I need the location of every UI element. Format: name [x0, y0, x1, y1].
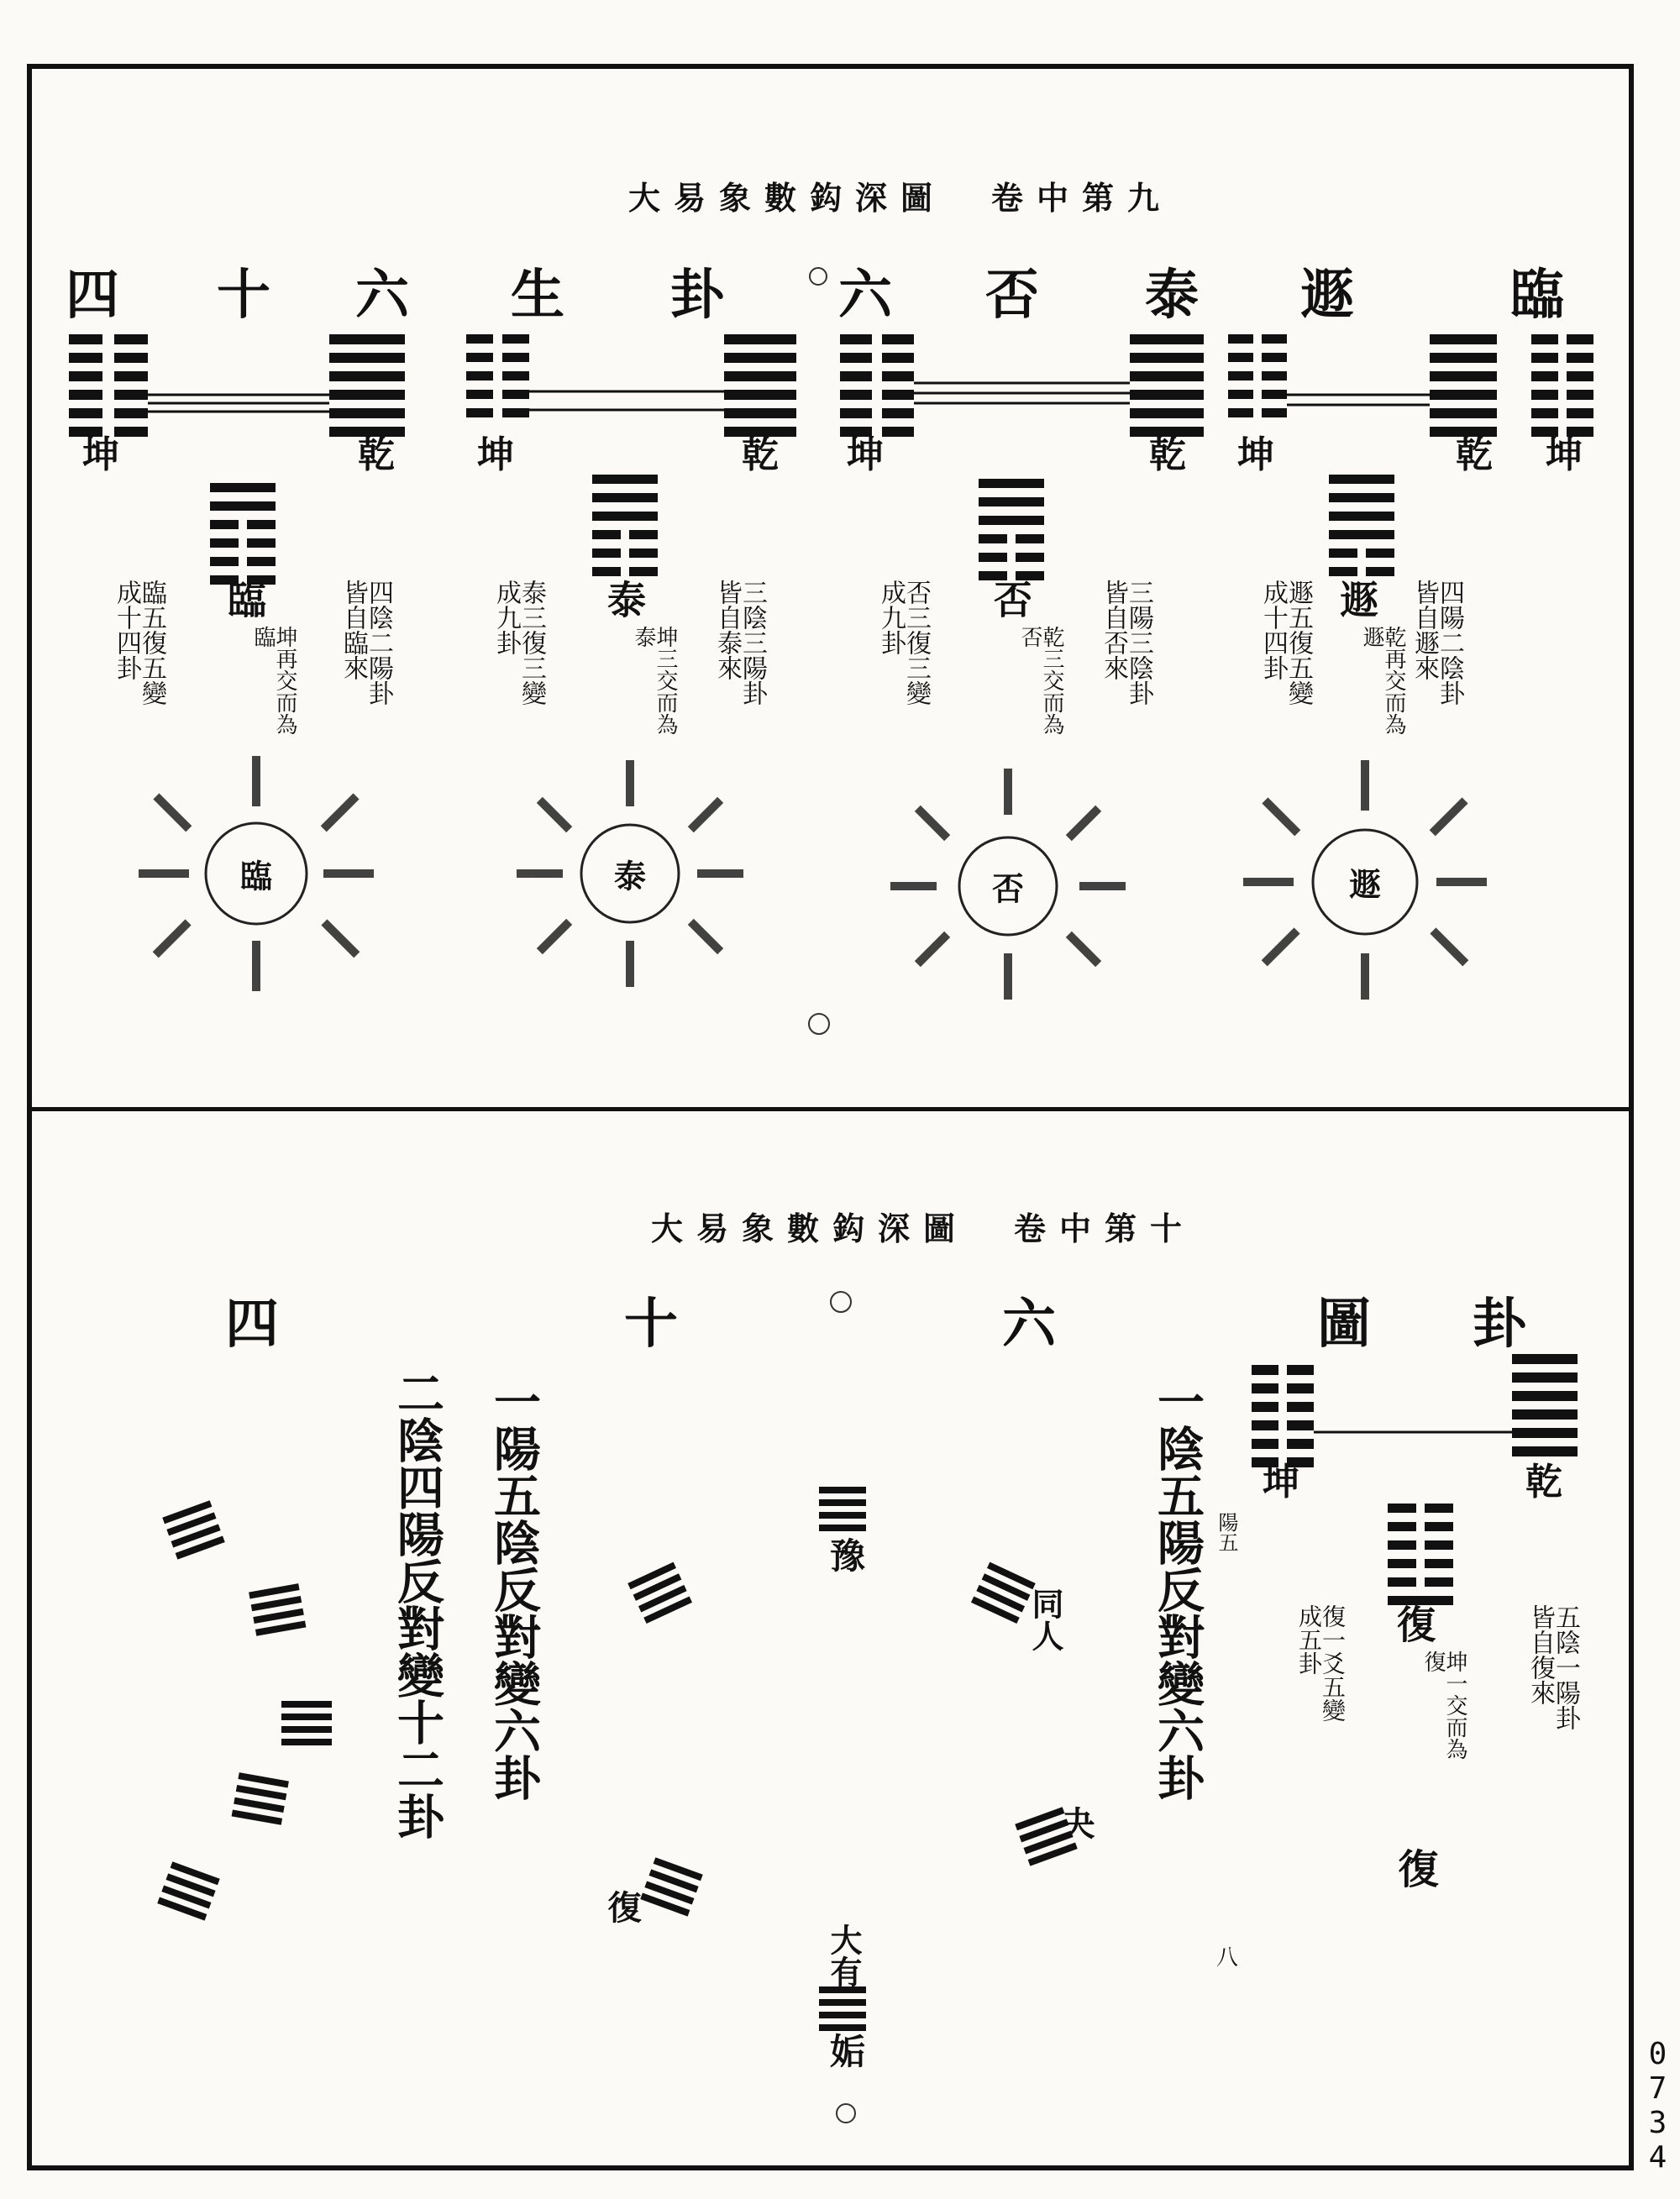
small-note: 陽五 [1215, 1512, 1238, 1552]
note-lin-c: 臨五復五變成十四卦 [112, 580, 166, 706]
kun-label: 坤 [1546, 433, 1583, 476]
note-dun-c: 遯五復五變成十四卦 [1258, 580, 1313, 706]
note-fu-c: 復一爻五變成五卦 [1295, 1604, 1347, 1722]
top-header: 大易象數鈎深圖 卷中第九 [628, 179, 1173, 217]
small-mark: 八 [1216, 1945, 1239, 1971]
note-lin-a: 四陰二陽卦皆自臨來 [339, 580, 393, 706]
bottom-title-char: 六 [1002, 1293, 1056, 1356]
note-tai-b: 坤三交而為泰 [631, 626, 678, 735]
hexagram-name-tai: 泰 [601, 580, 647, 618]
note-dun-a: 四陽二陰卦皆自遯來 [1410, 580, 1464, 706]
wheel-center-tai: 泰 [613, 857, 647, 895]
top-title-char: 生 [511, 264, 564, 327]
wheel-label-fu: 復 [602, 1890, 642, 1923]
hexagram-name-dun: 遯 [1334, 580, 1379, 618]
kun-label: 坤 [1237, 433, 1274, 476]
top-title-char: 否 [985, 264, 1039, 327]
note-pi-c: 否三復三變成九卦 [876, 580, 931, 706]
qian-label: 乾 [1149, 433, 1186, 476]
hexagram-name-pi: 否 [988, 580, 1033, 618]
wheel-center-lin: 臨 [239, 857, 273, 895]
kun-label: 坤 [1263, 1461, 1299, 1504]
bottom-header: 大易象數鈎深圖 卷中第十 [651, 1210, 1196, 1247]
top-title-char: 卦 [670, 264, 724, 327]
top-title-char: 十 [217, 264, 270, 327]
top-title-char: 六 [355, 264, 409, 327]
circle-mark [830, 1291, 852, 1313]
qian-label: 乾 [1525, 1461, 1562, 1504]
note-tai-a: 三陰三陽卦皆自泰來 [712, 580, 767, 706]
bottom-title-char: 卦 [1473, 1293, 1526, 1356]
wheel-label-yu: 豫 [825, 1537, 866, 1572]
bottom-title-char: 十 [624, 1293, 678, 1356]
note-dun-b: 乾再交而為遯 [1359, 626, 1406, 735]
top-title-char: 四 [66, 264, 119, 327]
wheel-center-fu: 復 [1391, 1848, 1438, 1888]
heading-two-yin: 二陰四陽反對變十二卦 [390, 1369, 445, 1839]
circle-mark [836, 2103, 856, 2123]
top-title-char: 泰 [1145, 264, 1199, 327]
qian-label: 乾 [358, 433, 395, 476]
hexagram-name-fu: 復 [1391, 1604, 1436, 1643]
note-lin-b: 坤再交而為臨 [250, 626, 297, 735]
top-title-char: 六 [838, 264, 892, 327]
hexagram-name-lin: 臨 [222, 580, 267, 618]
heading-one-yin: 一陰五陽反對變六卦 [1150, 1378, 1205, 1801]
qian-label: 乾 [1456, 433, 1493, 476]
circle-mark [808, 1013, 830, 1035]
wheel-label-guai: 夬 [1056, 1806, 1095, 1839]
bottom-title-char: 四 [225, 1293, 279, 1356]
kun-label: 坤 [847, 433, 884, 476]
wheel-label-gou: 姤 [825, 2033, 866, 2068]
note-tai-c: 泰三復三變成九卦 [491, 580, 546, 706]
page-number: 0734 [1641, 2037, 1675, 2175]
note-fu-a: 五陰一陽卦皆自復來 [1525, 1604, 1580, 1730]
note-pi-a: 三陽三陰卦皆自否來 [1099, 580, 1153, 706]
note-pi-b: 乾三交而為否 [1017, 626, 1064, 735]
wheel-label-dayou: 大有 [825, 1923, 863, 1987]
top-title-char: 臨 [1510, 264, 1564, 327]
wheel-center-dun: 遯 [1348, 865, 1382, 904]
qian-label: 乾 [742, 433, 779, 476]
kun-label: 坤 [82, 433, 119, 476]
note-fu-b: 坤一交而為復 [1420, 1651, 1467, 1760]
wheel-center-pi: 否 [991, 869, 1025, 908]
bottom-title-char: 圖 [1317, 1293, 1371, 1356]
wheel-label-tongren: 同人 [1026, 1588, 1064, 1651]
heading-one-yang: 一陽五陰反對變六卦 [486, 1378, 542, 1801]
top-title-char: 遯 [1300, 264, 1354, 327]
kun-label: 坤 [477, 433, 514, 476]
